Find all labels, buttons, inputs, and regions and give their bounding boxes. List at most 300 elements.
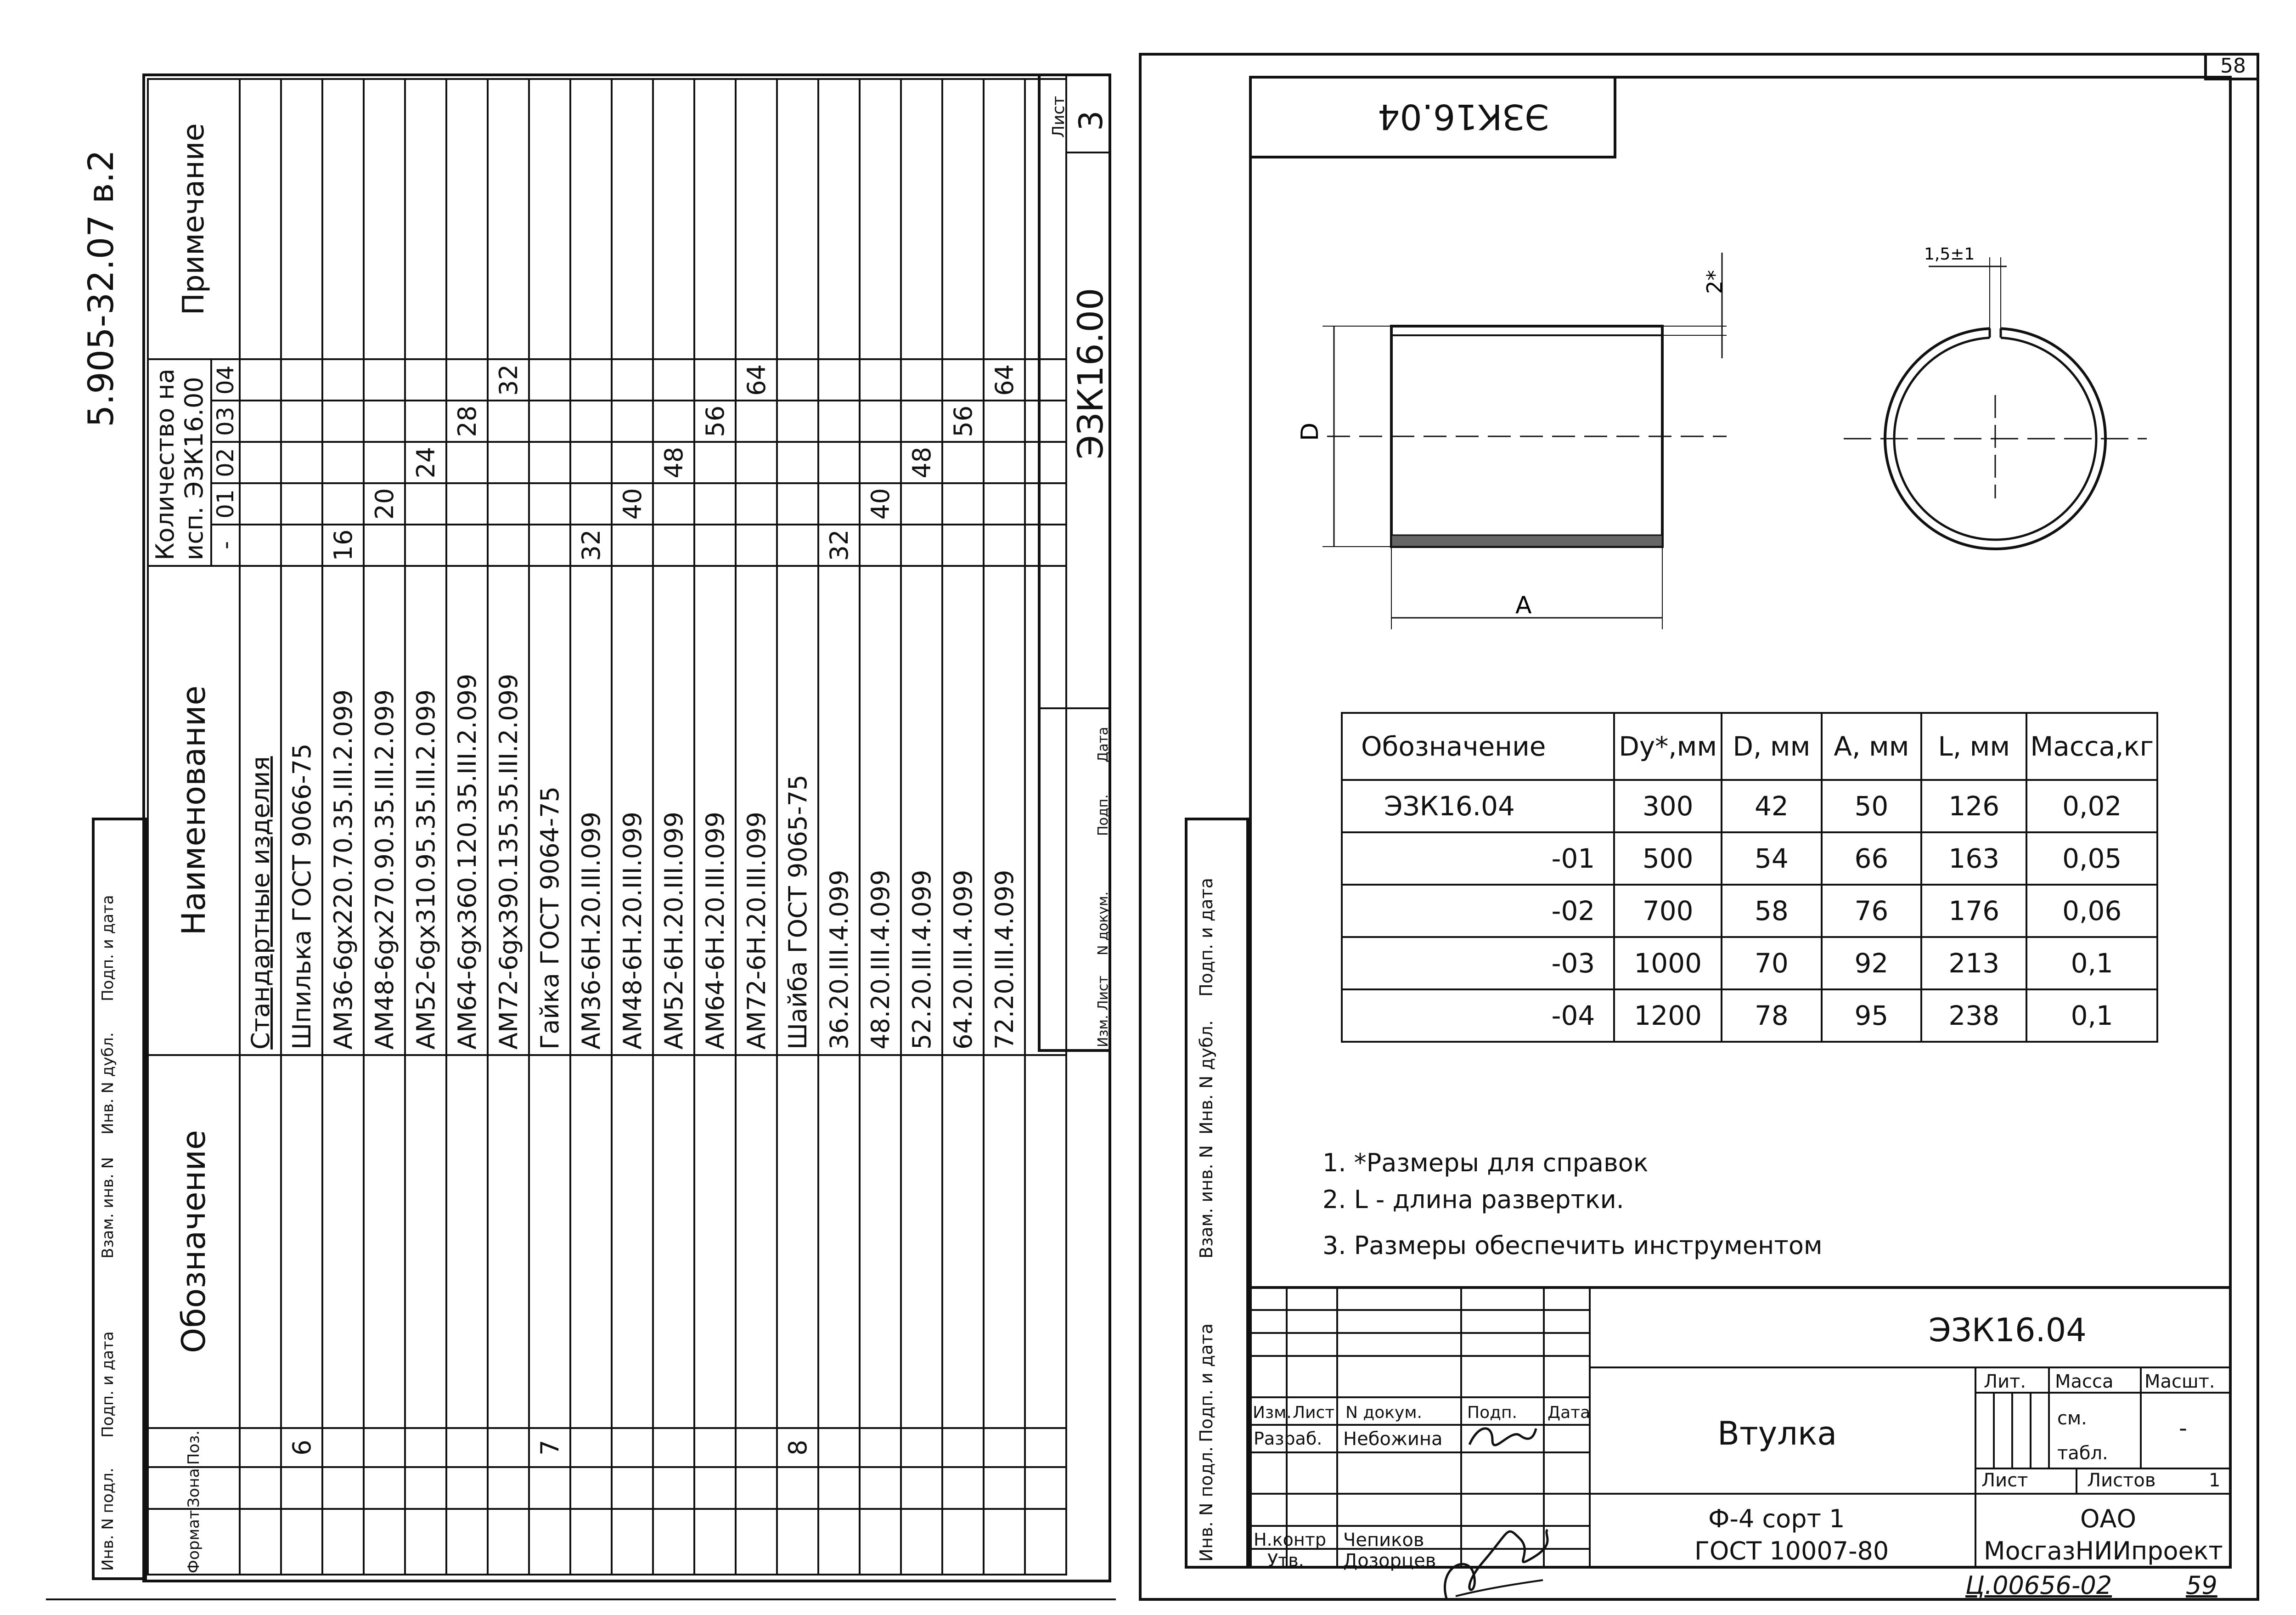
spec-name: АМ64-6gх360.120.35.III.2.099: [446, 566, 488, 1055]
spec-row: [860, 79, 901, 1575]
prop-h-5: Масса,кг: [2026, 713, 2157, 780]
spec-row: [240, 79, 281, 1575]
spec-prim: [488, 79, 529, 359]
side-stamp-2: Инв. N дубл.: [99, 1032, 117, 1135]
spec-format: [818, 1509, 860, 1575]
tb-col-list: Лист: [1293, 1403, 1335, 1422]
spec-qty: [777, 442, 818, 483]
left-title-col-data: Дата: [1095, 727, 1111, 762]
spec-qty: 40: [860, 483, 901, 525]
tb-r-vline-4: [1993, 1392, 1995, 1468]
note-2: 2. L - длина развертки.: [1322, 1185, 1624, 1214]
spec-prim: [322, 79, 364, 359]
spec-qty: [488, 525, 529, 566]
spec-prim: [612, 79, 653, 359]
spec-zone: [405, 1467, 446, 1509]
spec-qty: [405, 359, 446, 401]
tb-col-podp: Подп.: [1467, 1403, 1517, 1422]
spec-qty: [818, 483, 860, 525]
spec-pos: [488, 1428, 529, 1467]
r-side-stamp-4: Подп. и дата: [1196, 1323, 1216, 1442]
spec-qty: [818, 442, 860, 483]
signature-1: [1465, 1419, 1538, 1451]
tb-utv-name: Дозорцев: [1343, 1550, 1436, 1571]
left-frame-bottom-line: [46, 1598, 1116, 1600]
spec-qty: [322, 359, 364, 401]
col-prim: Примечание: [148, 79, 240, 359]
spec-format: [942, 1509, 984, 1575]
spec-format: [653, 1509, 694, 1575]
spec-zone: [694, 1467, 736, 1509]
prop-value: 58: [1722, 885, 1822, 937]
prop-value: 176: [1921, 885, 2026, 937]
r-side-stamp-1: Подп. и дата: [1196, 878, 1216, 997]
spec-qty: [240, 525, 281, 566]
spec-format: [488, 1509, 529, 1575]
prop-value: 500: [1614, 832, 1722, 885]
side-stamp-1: Подп. и дата: [99, 895, 117, 1001]
spec-qty: [364, 525, 405, 566]
spec-prim: [777, 79, 818, 359]
spec-zone: [240, 1467, 281, 1509]
spec-prim: [240, 79, 281, 359]
spec-pos: [1025, 1428, 1066, 1467]
prop-value: 95: [1822, 989, 1922, 1042]
spec-prim: [860, 79, 901, 359]
spec-row: [405, 79, 446, 1575]
spec-prim: [281, 79, 322, 359]
spec-row: [901, 79, 942, 1575]
tb-razrab-label: Разраб.: [1254, 1429, 1322, 1449]
properties-row: [1342, 885, 2157, 937]
tb-col-izm: Изм.: [1253, 1403, 1292, 1422]
spec-prim: [818, 79, 860, 359]
spec-pos: [694, 1428, 736, 1467]
spec-row: [570, 79, 612, 1575]
spec-zone: [777, 1467, 818, 1509]
spec-oboz: [488, 1055, 529, 1428]
left-title-col-list: Лист: [1095, 975, 1111, 1011]
spec-pos: [364, 1428, 405, 1467]
side-stamp-3: Взам. инв. N: [99, 1157, 117, 1259]
tb-masht-val: -: [2179, 1415, 2188, 1441]
spec-qty: [942, 483, 984, 525]
spec-format: [984, 1509, 1025, 1575]
spec-prim: [529, 79, 570, 359]
end-view-slot: [1990, 322, 2001, 340]
qty-col-1: 01: [212, 482, 239, 524]
tb-razrab-name: Небожина: [1343, 1429, 1443, 1450]
spec-qty: [446, 525, 488, 566]
spec-zone: [984, 1467, 1025, 1509]
spec-qty: 24: [405, 442, 446, 483]
spec-qty: [281, 525, 322, 566]
spec-qty: [446, 442, 488, 483]
spec-name: 64.20.III.4.099: [942, 566, 984, 1055]
spec-row: [653, 79, 694, 1575]
spec-format: [1025, 1509, 1066, 1575]
prop-value: 300: [1614, 780, 1722, 832]
left-title-strip-div: [1065, 73, 1067, 1052]
spec-qty: [612, 359, 653, 401]
tb-col-ndok: N докум.: [1345, 1403, 1422, 1422]
prop-value: 163: [1921, 832, 2026, 885]
spec-zone: [901, 1467, 942, 1509]
end-view: [1844, 257, 2147, 549]
tb-vline-1: [1286, 1286, 1288, 1569]
spec-row: [364, 79, 405, 1575]
spec-oboz: [240, 1055, 281, 1428]
spec-prim: [653, 79, 694, 359]
spec-qty: 64: [984, 359, 1025, 401]
spec-pos: [942, 1428, 984, 1467]
spec-qty: [322, 401, 364, 442]
archive-code: Ц.00656-02: [1965, 1571, 2112, 1600]
col-qty: [148, 359, 240, 566]
spec-prim: [364, 79, 405, 359]
tb-material-1: Ф-4 сорт 1: [1708, 1504, 1845, 1533]
prop-designation: -03: [1342, 937, 1614, 989]
spec-row: [942, 79, 984, 1575]
spec-qty: [653, 359, 694, 401]
spec-pos: [901, 1428, 942, 1467]
spec-name: АМ72-6gх390.135.35.III.2.099: [488, 566, 529, 1055]
tb-r-hline-1: [1589, 1367, 2232, 1368]
qty-col-4: 04: [212, 365, 239, 395]
spec-oboz: [529, 1055, 570, 1428]
spec-qty: 40: [612, 483, 653, 525]
prop-value: 0,02: [2026, 780, 2157, 832]
properties-header-row: [1342, 713, 2157, 780]
spec-qty: [984, 442, 1025, 483]
spec-row: [612, 79, 653, 1575]
left-title-strip-div3: [1065, 152, 1111, 153]
spec-qty: [984, 401, 1025, 442]
spec-oboz: [405, 1055, 446, 1428]
prop-h-3: A, мм: [1822, 713, 1922, 780]
properties-row: [1342, 937, 2157, 989]
tb-r-vline-7: [2076, 1468, 2077, 1493]
spec-qty: [488, 483, 529, 525]
spec-row: [984, 79, 1025, 1575]
spec-row: [777, 79, 818, 1575]
spec-qty: [736, 442, 777, 483]
spec-table: [147, 78, 1067, 1575]
tb-r-vline-5: [2011, 1392, 2013, 1468]
spec-oboz: [446, 1055, 488, 1428]
tb-r-vline-6: [2030, 1392, 2032, 1468]
spec-qty: [860, 442, 901, 483]
spec-row: [736, 79, 777, 1575]
spec-name: АМ48-6Н.20.III.099: [612, 566, 653, 1055]
spec-qty: [529, 525, 570, 566]
spec-oboz: [570, 1055, 612, 1428]
spec-oboz: [281, 1055, 322, 1428]
spec-oboz: [694, 1055, 736, 1428]
spec-qty: 20: [364, 483, 405, 525]
left-title-col-izm: Изм.: [1095, 1015, 1111, 1047]
spec-qty: 28: [446, 401, 488, 442]
spec-zone: [818, 1467, 860, 1509]
spec-pos: [736, 1428, 777, 1467]
spec-qty: [942, 442, 984, 483]
prop-value: 42: [1722, 780, 1822, 832]
qty-col-3: 03: [212, 400, 239, 441]
prop-designation: ЭЗК16.04: [1342, 780, 1614, 832]
properties-table: [1341, 712, 2158, 1043]
spec-qty: [612, 401, 653, 442]
spec-qty: [942, 525, 984, 566]
spec-format: [901, 1509, 942, 1575]
spec-qty: [322, 442, 364, 483]
properties-row: [1342, 832, 2157, 885]
dim-D-label: D: [1296, 422, 1324, 441]
spec-zone: [1025, 1467, 1066, 1509]
archive-page: 59: [2186, 1571, 2217, 1600]
col-format: Формат: [148, 1509, 240, 1575]
spec-row: [488, 79, 529, 1575]
spec-oboz: [736, 1055, 777, 1428]
spec-qty: 48: [653, 442, 694, 483]
left-title-col-ndok: N докум.: [1095, 891, 1111, 955]
spec-qty: [984, 483, 1025, 525]
spec-qty: [281, 401, 322, 442]
spec-name: Стандартные изделия: [240, 566, 281, 1055]
spec-name: АМ52-6gх310.95.35.III.2.099: [405, 566, 446, 1055]
prop-value: 238: [1921, 989, 2026, 1042]
spec-qty: [364, 442, 405, 483]
spec-zone: [612, 1467, 653, 1509]
spec-qty: [488, 401, 529, 442]
spec-zone: [860, 1467, 901, 1509]
left-spec-code: ЭЗК16.00: [1070, 288, 1111, 459]
qty-header: Количество на исп. ЭЗК16.00: [149, 360, 212, 565]
spec-qty: 56: [694, 401, 736, 442]
qty-col-2: 02: [212, 441, 239, 482]
spec-prim: [694, 79, 736, 359]
tb-r-vline-2: [2048, 1367, 2050, 1468]
left-sheet-number: 3: [1072, 110, 1110, 131]
spec-qty: [281, 483, 322, 525]
spec-format: [736, 1509, 777, 1575]
prop-value: 0,1: [2026, 989, 2157, 1042]
spec-qty: [777, 359, 818, 401]
spec-pos: [322, 1428, 364, 1467]
prop-designation: -02: [1342, 885, 1614, 937]
left-title-col-podp: Подп.: [1095, 794, 1111, 836]
stamp-code: ЭЗК16.04: [1378, 96, 1549, 137]
prop-value: 76: [1822, 885, 1922, 937]
tb-material-2: ГОСТ 10007-80: [1694, 1536, 1889, 1565]
spec-zone: [570, 1467, 612, 1509]
spec-qty: [281, 442, 322, 483]
spec-qty: [612, 525, 653, 566]
tb-part-name: Втулка: [1717, 1415, 1837, 1452]
spec-name: АМ36-6Н.20.III.099: [570, 566, 612, 1055]
spec-name: АМ64-6Н.20.III.099: [694, 566, 736, 1055]
spec-oboz: [653, 1055, 694, 1428]
col-oboz: Обозначение: [148, 1055, 240, 1428]
spec-qty: [322, 483, 364, 525]
spec-name: 36.20.III.4.099: [818, 566, 860, 1055]
spec-qty: [405, 483, 446, 525]
prop-value: 0,1: [2026, 937, 2157, 989]
spec-qty: [860, 401, 901, 442]
spec-prim: [984, 79, 1025, 359]
spec-oboz: [322, 1055, 364, 1428]
side-view-hatch: [1391, 535, 1662, 547]
spec-qty: [240, 442, 281, 483]
spec-qty: [901, 359, 942, 401]
spec-qty: [984, 525, 1025, 566]
spec-qty: [860, 359, 901, 401]
prop-value: 1200: [1614, 989, 1722, 1042]
spec-qty: [570, 359, 612, 401]
spec-qty: [529, 359, 570, 401]
spec-pos: [653, 1428, 694, 1467]
spec-oboz: [364, 1055, 405, 1428]
spec-qty: 32: [488, 359, 529, 401]
spec-row: [281, 79, 322, 1575]
spec-qty: [446, 359, 488, 401]
col-pos: Поз.: [148, 1428, 240, 1467]
prop-value: 1000: [1614, 937, 1722, 989]
spec-oboz: [942, 1055, 984, 1428]
qty-col-0: -: [212, 524, 239, 565]
tb-org-1: ОАО: [2080, 1504, 2136, 1533]
spec-pos: [860, 1428, 901, 1467]
side-stamp-5: Инв. N подл.: [99, 1468, 117, 1571]
spec-qty: [818, 359, 860, 401]
prop-value: 0,06: [2026, 885, 2157, 937]
spec-qty: 32: [818, 525, 860, 566]
tb-listov-val: 1: [2209, 1470, 2221, 1491]
note-3: 3. Размеры обеспечить инструментом: [1322, 1231, 1823, 1260]
prop-h-0: Обозначение: [1342, 713, 1614, 780]
spec-qty: [694, 359, 736, 401]
spec-name: Шпилька ГОСТ 9066-75: [281, 566, 322, 1055]
r-side-stamp-3: Взам. инв. N: [1196, 1145, 1216, 1259]
prop-value: 700: [1614, 885, 1722, 937]
spec-zone: [942, 1467, 984, 1509]
note-1: 1. *Размеры для справок: [1322, 1148, 1649, 1177]
spec-qty: [240, 359, 281, 401]
spec-zone: [322, 1467, 364, 1509]
spec-zone: [488, 1467, 529, 1509]
tb-col-data: Дата: [1548, 1403, 1591, 1422]
spec-oboz: [777, 1055, 818, 1428]
spec-zone: [529, 1467, 570, 1509]
prop-h-2: D, мм: [1722, 713, 1822, 780]
spec-format: [322, 1509, 364, 1575]
spec-oboz: [1025, 1055, 1066, 1428]
spec-qty: 48: [901, 442, 942, 483]
prop-h-4: L, мм: [1921, 713, 2026, 780]
spec-qty: [364, 401, 405, 442]
spec-name: АМ36-6gх220.70.35.III.2.099: [322, 566, 364, 1055]
dim-A-label: A: [1515, 592, 1532, 619]
spec-name: Гайка ГОСТ 9064-75: [529, 566, 570, 1055]
prop-value: 126: [1921, 780, 2026, 832]
prop-designation: -04: [1342, 989, 1614, 1042]
spec-qty: [777, 483, 818, 525]
spec-qty: [942, 359, 984, 401]
spec-qty: [653, 483, 694, 525]
spec-format: [777, 1509, 818, 1575]
spec-qty: [488, 442, 529, 483]
properties-row: [1342, 780, 2157, 832]
spec-oboz: [984, 1055, 1025, 1428]
spec-qty: [736, 401, 777, 442]
col-naim: Наименование: [148, 566, 240, 1055]
spec-qty: [694, 442, 736, 483]
spec-prim: [405, 79, 446, 359]
spec-pos: [240, 1428, 281, 1467]
spec-table-body: [240, 79, 1066, 1575]
r-side-stamp-2: Инв. N дубл.: [1196, 1020, 1216, 1135]
tb-hline-4: [1249, 1396, 1589, 1398]
tb-nkontr-label: Н.контр: [1254, 1530, 1326, 1550]
spec-qty: [777, 525, 818, 566]
signature-2: [1428, 1497, 1552, 1603]
bushing-drawing: [1249, 156, 2232, 661]
spec-qty: [529, 401, 570, 442]
tb-masht: Масшт.: [2144, 1371, 2215, 1392]
spec-format: [860, 1509, 901, 1575]
spec-format: [570, 1509, 612, 1575]
prop-value: 54: [1722, 832, 1822, 885]
prop-value: 78: [1722, 989, 1822, 1042]
tb-utv-label: Утв.: [1267, 1550, 1304, 1570]
spec-qty: [777, 401, 818, 442]
spec-format: [281, 1509, 322, 1575]
spec-qty: [818, 401, 860, 442]
spec-qty: 16: [322, 525, 364, 566]
side-stamp-4: Подп. и дата: [99, 1331, 117, 1438]
tb-hline-2: [1249, 1332, 1589, 1334]
right-side-stamps: [1185, 818, 1249, 1569]
spec-qty: [405, 401, 446, 442]
tb-hline-3: [1249, 1355, 1589, 1357]
left-sheet-label: Лист: [1049, 96, 1068, 138]
tb-nkontr-name: Чепиков: [1343, 1530, 1424, 1551]
spec-qty: [281, 359, 322, 401]
page-number: 58: [2220, 54, 2246, 78]
spec-qty: [901, 483, 942, 525]
spec-name: АМ72-6Н.20.III.099: [736, 566, 777, 1055]
spec-oboz: [901, 1055, 942, 1428]
spec-row: [322, 79, 364, 1575]
prop-h-1: Dy*,мм: [1614, 713, 1722, 780]
spec-prim: [570, 79, 612, 359]
spec-format: [446, 1509, 488, 1575]
spec-qty: [529, 442, 570, 483]
spec-name: 48.20.III.4.099: [860, 566, 901, 1055]
tb-org-2: МосгазНИИпроект: [1984, 1536, 2223, 1565]
spec-name: АМ52-6Н.20.III.099: [653, 566, 694, 1055]
spec-format: [405, 1509, 446, 1575]
tb-hline-1: [1249, 1309, 1589, 1311]
prop-value: 70: [1722, 937, 1822, 989]
tb-r-hline-2: [1589, 1493, 2232, 1495]
tb-lit: Лит.: [1984, 1371, 2026, 1392]
spec-qty: [860, 525, 901, 566]
prop-designation: -01: [1342, 832, 1614, 885]
spec-format: [364, 1509, 405, 1575]
spec-qty: 56: [942, 401, 984, 442]
spec-row: [694, 79, 736, 1575]
properties-row: [1342, 989, 2157, 1042]
